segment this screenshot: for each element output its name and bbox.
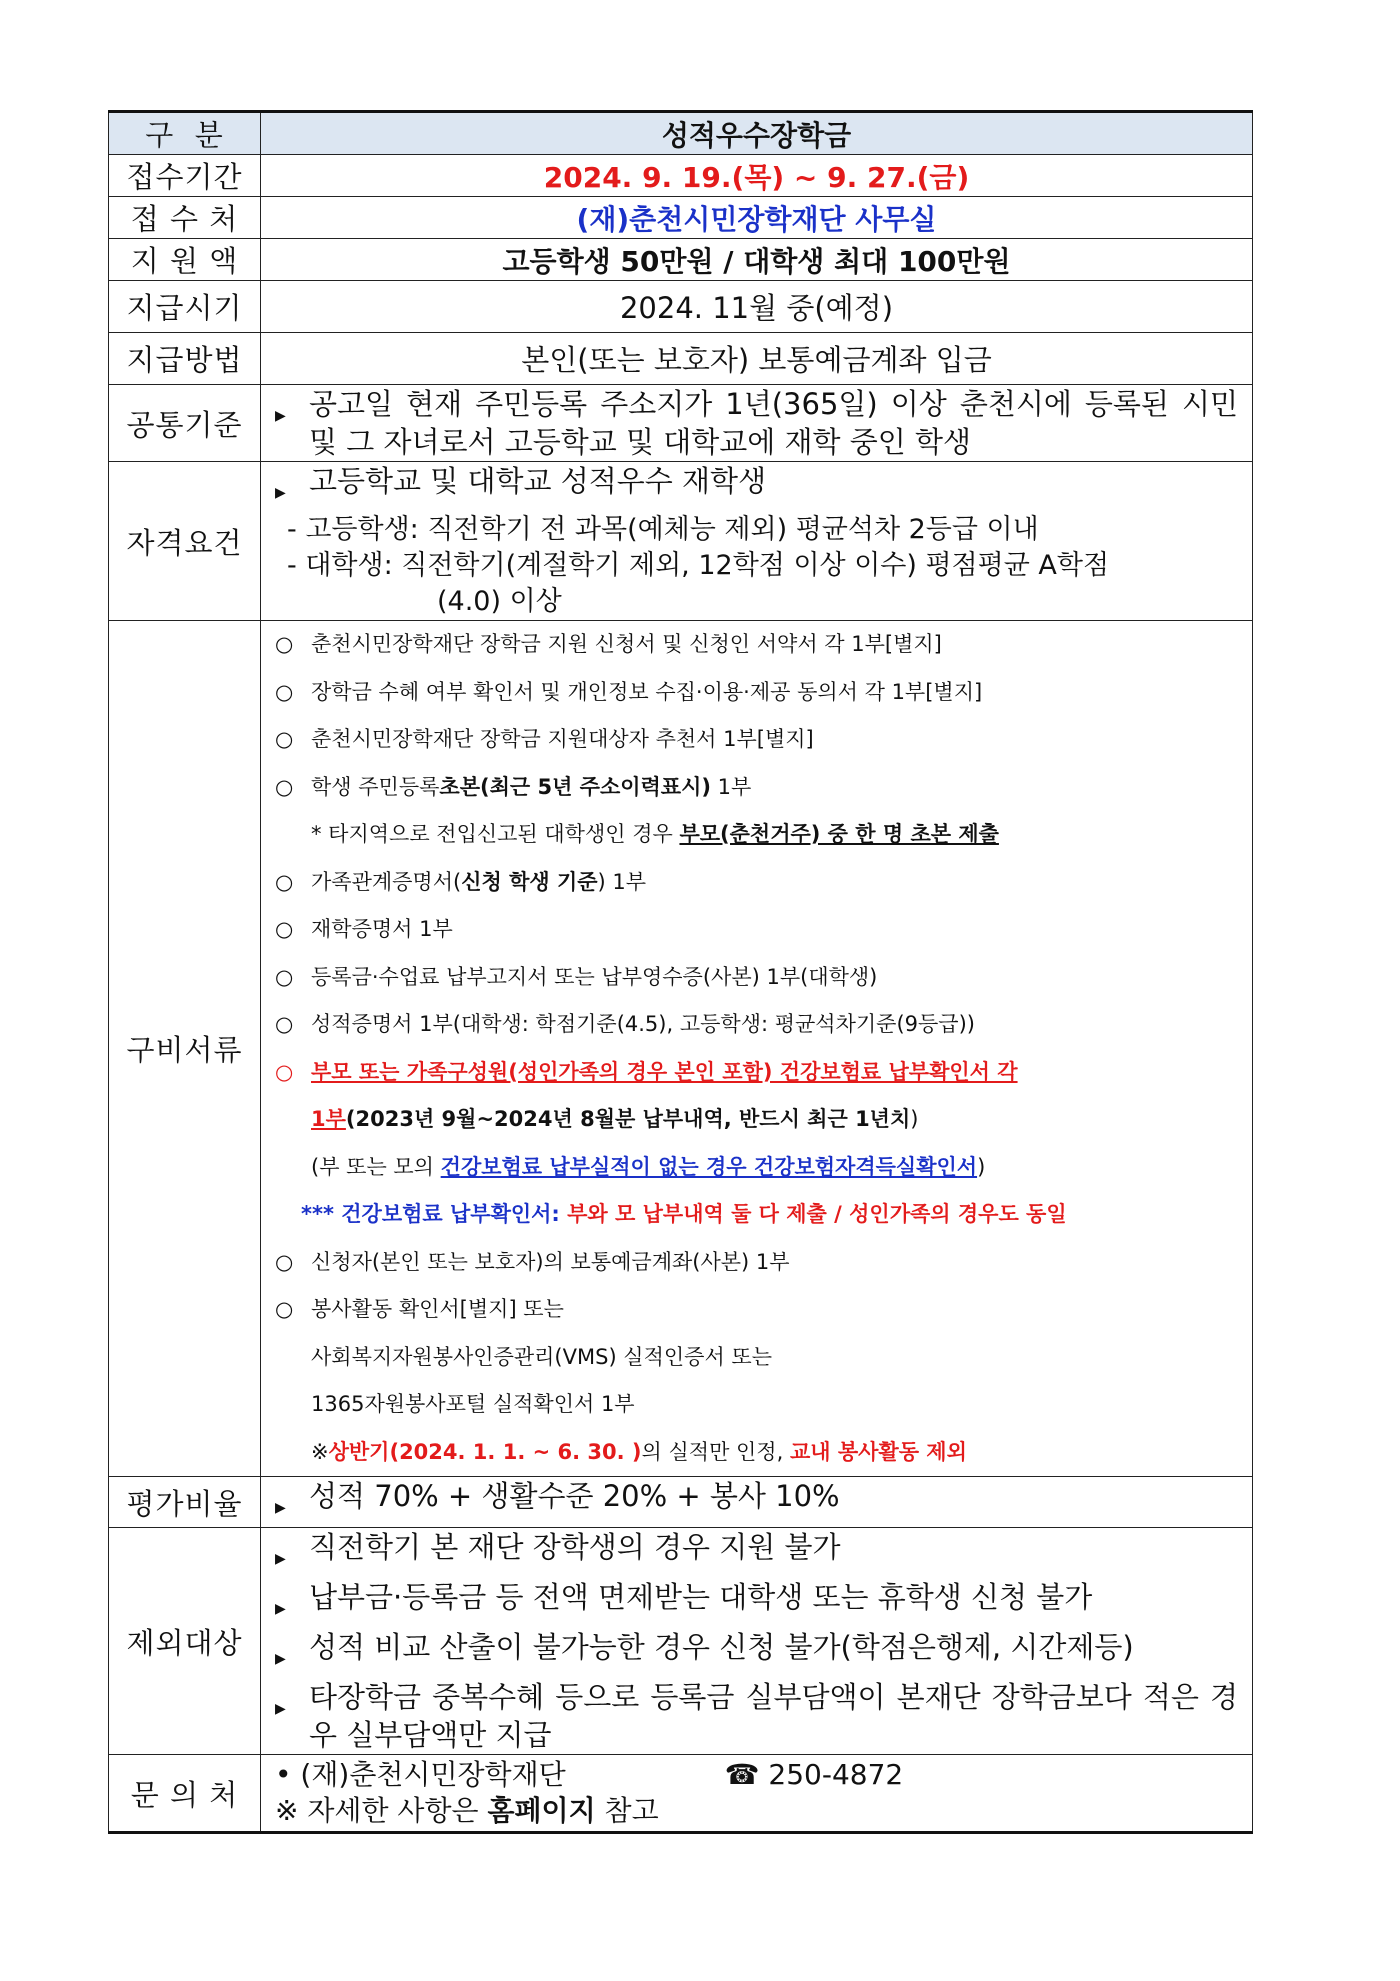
- amount-row: [109, 239, 1253, 281]
- circle-icon: ○: [275, 1297, 294, 1321]
- doc-cont: 1365자원봉사포털 실적확인서 1부: [311, 1392, 635, 1416]
- triangle-right-icon: ▶: [275, 1651, 286, 1667]
- documents-row: [109, 621, 1253, 1477]
- circle-icon: ○: [275, 679, 294, 704]
- doc-item: ○ 장학금 수혜 여부 확인서 및 개인정보 수집·이용·제공 동의서 각 1부[별지]: [261, 669, 1252, 717]
- common-value: [261, 385, 1253, 462]
- circle-icon: ○: [275, 1249, 294, 1274]
- doc-item: ○ 재학증명서 1부: [261, 906, 1252, 954]
- header-label: 구 분: [109, 112, 261, 155]
- circle-icon: ○: [275, 964, 294, 989]
- office-value: (재)춘천시민장학재단 사무실: [261, 197, 1253, 239]
- contact-org-line: [261, 1757, 1252, 1793]
- phone-icon: ☎: [724, 1758, 760, 1791]
- payment-time-value: 2024. 11월 중(예정): [261, 281, 1253, 333]
- qualification-main: 고등학교 및 대학교 성적우수 재학생: [309, 464, 767, 498]
- period-row: [109, 155, 1253, 197]
- triangle-right-icon: ▶: [275, 1551, 286, 1567]
- doc-note: * 타지역으로 전입신고된 대학생인 경우 부모(춘천거주) 중 한 명 초본 제출: [311, 822, 999, 846]
- office-label: 접 수 처: [109, 197, 261, 239]
- common-label: 공통기준: [109, 385, 261, 462]
- scholarship-notice: [108, 110, 1252, 1834]
- ratio-value: [261, 1477, 1253, 1528]
- contact-org: (재)춘천시민장학재단: [300, 1758, 566, 1791]
- qualification-row: [109, 462, 1253, 621]
- header-row: [109, 112, 1253, 155]
- info-table: [108, 110, 1253, 1834]
- triangle-right-icon: ▶: [275, 408, 286, 424]
- exclusion-value: [261, 1528, 1253, 1755]
- payment-method-label: 지급방법: [109, 333, 261, 385]
- documents-label: 구비서류: [109, 621, 261, 1477]
- period-value: 2024. 9. 19.(목) ~ 9. 27.(금): [261, 155, 1253, 197]
- doc-item: ○ 학생 주민등록초본(최근 5년 주소이력표시) 1부: [261, 764, 1252, 812]
- contact-row: [109, 1755, 1253, 1833]
- circle-icon: ○: [275, 727, 294, 751]
- doc-item: ○ 춘천시민장학재단 장학금 지원 신청서 및 신청인 서약서 각 1부[별지]: [261, 621, 1252, 669]
- doc-item: ○ 등록금·수업료 납부고지서 또는 납부영수증(사본) 1부(대학생): [261, 954, 1252, 1002]
- office-row: [109, 197, 1253, 239]
- amount-label: 지 원 액: [109, 239, 261, 281]
- exclusion-item: 타장학금 중복수혜 등으로 등록금 실부담액이 본재단 장학금보다 적은 경우 실부담액만 지급: [309, 1680, 1238, 1752]
- doc-cont: 사회복지자원봉사인증관리(VMS) 실적인증서 또는: [311, 1344, 772, 1369]
- exclusion-item: 직전학기 본 재단 장학생의 경우 지원 불가: [309, 1530, 841, 1564]
- ratio-label: 평가비율: [109, 1477, 261, 1528]
- qualification-label: 자격요건: [109, 462, 261, 621]
- doc-item: ○ 성적증명서 1부(대학생: 학점기준(4.5), 고등학생: 평균석차기준(9등급)): [261, 1001, 1252, 1049]
- doc-note: ※상반기(2024. 1. 1. ~ 6. 30. )의 실적만 인정, 교내 봉사활동 제외: [311, 1439, 967, 1464]
- triangle-right-icon: ▶: [275, 1601, 286, 1617]
- common-row: [109, 385, 1253, 462]
- doc-item: ○ 봉사활동 확인서[별지] 또는: [261, 1286, 1252, 1334]
- doc-star-note: *** 건강보험료 납부확인서: 부와 모 납부내역 둘 다 제출 / 성인가족의 경우도 동일: [301, 1202, 1067, 1226]
- payment-time-label: 지급시기: [109, 281, 261, 333]
- common-text: 공고일 현재 주민등록 주소지가 1년(365일) 이상 춘천시에 등록된 시민 및 그 자녀로서 고등학교 및 대학교에 재학 중인 학생: [309, 387, 1238, 459]
- qualification-high: - 고등학생: 직전학기 전 과목(예체능 제외) 평균석차 2등급 이내: [287, 514, 1039, 545]
- circle-icon: ○: [275, 632, 294, 656]
- doc-note: (부 또는 모의 건강보험료 납부실적이 없는 경우 건강보험자격득실확인서): [311, 1154, 986, 1179]
- qualification-univ: - 대학생: 직전학기(계절학기 제외, 12학점 이상 이수) 평점평균 A학점: [287, 550, 1110, 581]
- payment-time-row: [109, 281, 1253, 333]
- triangle-right-icon: ▶: [275, 1701, 286, 1717]
- triangle-right-icon: ▶: [275, 485, 286, 501]
- period-label: 접수기간: [109, 155, 261, 197]
- homepage-link[interactable]: 홈페이지: [487, 1794, 596, 1827]
- doc-item: ○ 가족관계증명서(신청 학생 기준) 1부: [261, 859, 1252, 907]
- circle-icon: ○: [275, 917, 294, 941]
- doc-item: ○ 부모 또는 가족구성원(성인가족의 경우 본인 포함) 건강보험료 납부확인서 각: [261, 1049, 1252, 1097]
- circle-icon: ○: [275, 1059, 294, 1084]
- exclusion-row: [109, 1528, 1253, 1755]
- circle-icon: ○: [275, 869, 294, 894]
- ratio-row: [109, 1477, 1253, 1528]
- exclusion-item: 납부금·등록금 등 전액 면제받는 대학생 또는 휴학생 신청 불가: [309, 1580, 1093, 1614]
- contact-phone: ☎ 250-4872: [724, 1758, 904, 1791]
- triangle-right-icon: ▶: [275, 1500, 286, 1516]
- doc-cont: 1부(2023년 9월~2024년 8월분 납부내역, 반드시 최근 1년치): [311, 1107, 919, 1131]
- payment-method-row: [109, 333, 1253, 385]
- ratio-text: 성적 70% + 생활수준 20% + 봉사 10%: [309, 1479, 840, 1513]
- qualification-value: [261, 462, 1253, 621]
- amount-value: 고등학생 50만원 / 대학생 최대 100만원: [261, 239, 1253, 281]
- bullet-dot-icon: •: [275, 1758, 292, 1791]
- doc-item: ○ 춘천시민장학재단 장학금 지원대상자 추천서 1부[별지]: [261, 716, 1252, 764]
- payment-method-value: 본인(또는 보호자) 보통예금계좌 입금: [261, 333, 1253, 385]
- doc-item: ○ 신청자(본인 또는 보호자)의 보통예금계좌(사본) 1부: [261, 1239, 1252, 1287]
- circle-icon: ○: [275, 1012, 294, 1036]
- exclusion-label: 제외대상: [109, 1528, 261, 1755]
- header-title: 성적우수장학금: [261, 112, 1253, 155]
- contact-note: ※ 자세한 사항은 홈페이지 참고: [275, 1794, 659, 1827]
- circle-icon: ○: [275, 774, 294, 799]
- contact-value: [261, 1755, 1253, 1833]
- qualification-univ-cont: (4.0) 이상: [437, 586, 562, 617]
- exclusion-item: 성적 비교 산출이 불가능한 경우 신청 불가(학점은행제, 시간제등): [309, 1630, 1134, 1664]
- contact-label: 문 의 처: [109, 1755, 261, 1833]
- documents-value: [261, 621, 1253, 1477]
